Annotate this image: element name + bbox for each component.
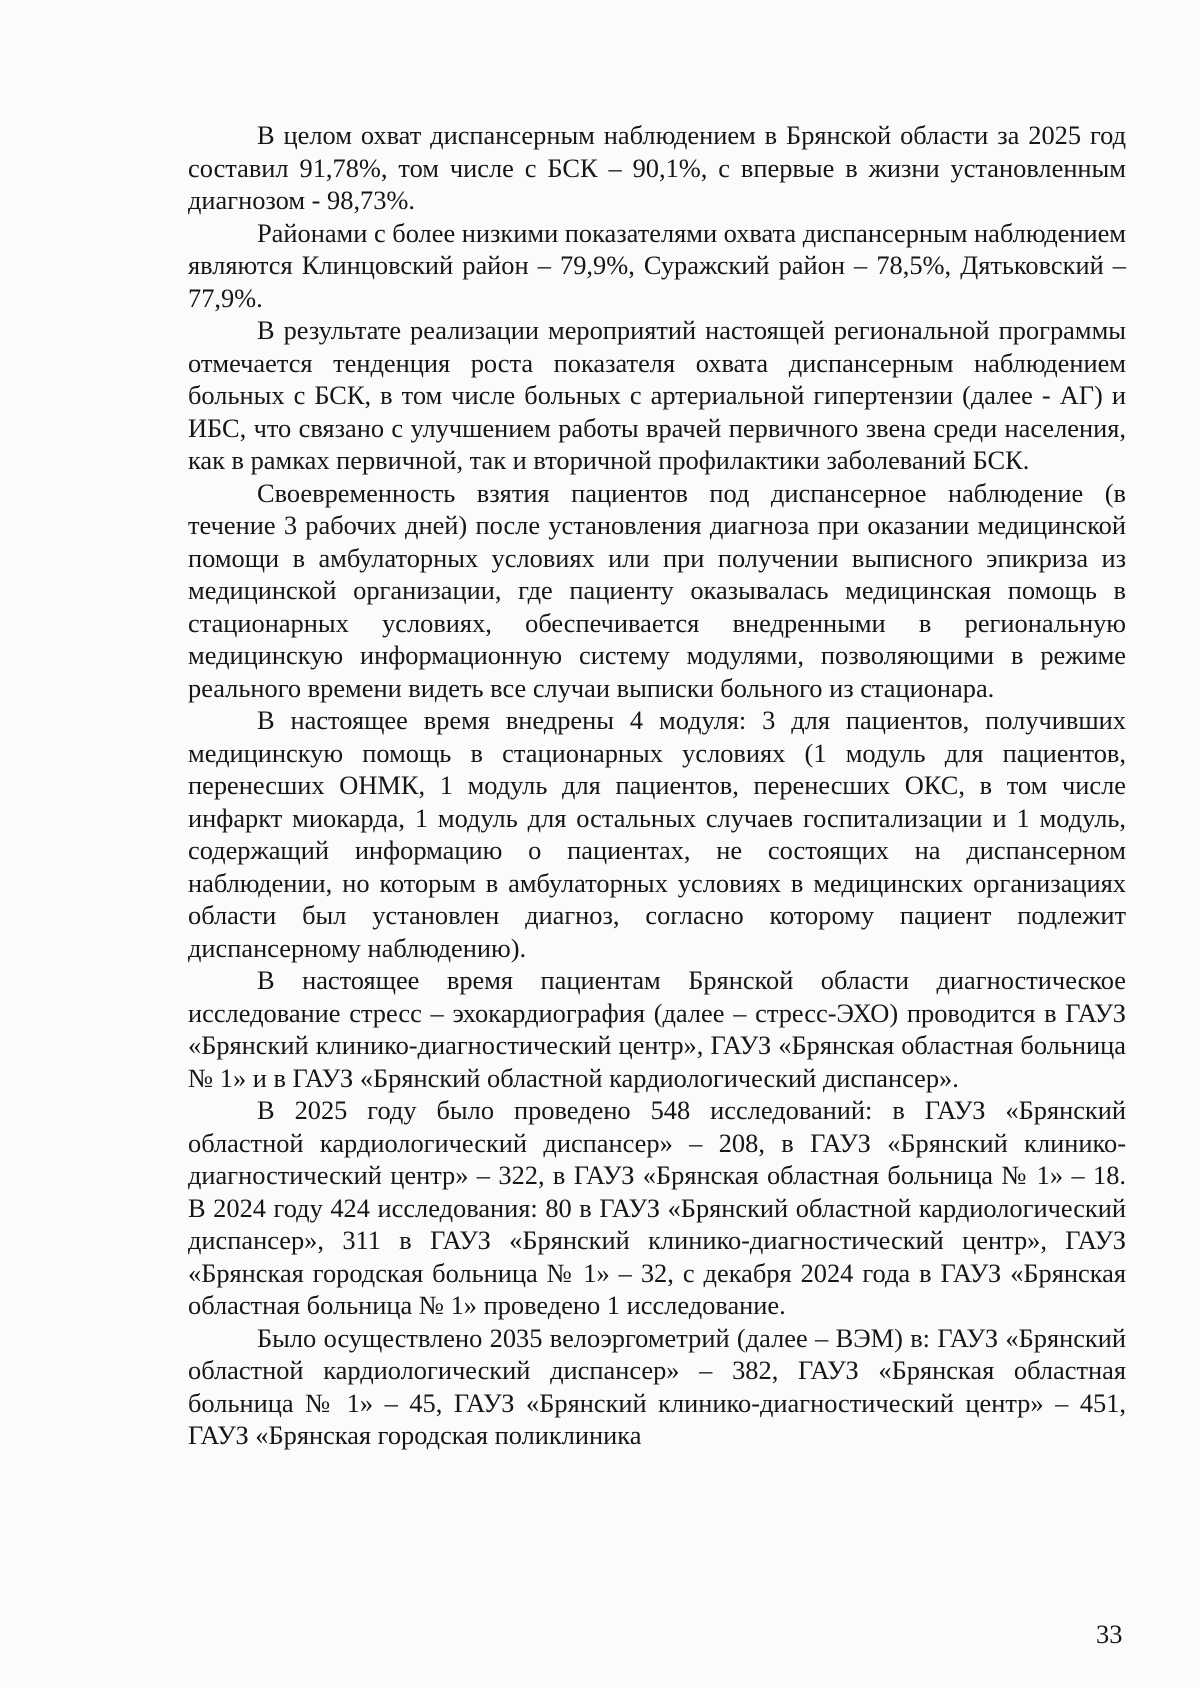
paragraph-research-counts: В 2025 году было проведено 548 исследований: в ГАУЗ «Брянский областной кардиологический диспансер» – 208, в ГАУЗ «Брянский клинико-диагностический центр» – 322, в ГАУЗ «Брянская областная больница № 1» – 18. В 2024 году 424 исследования: 80 в ГАУЗ «Брянский областной кардиологический диспансер», 311 в ГАУЗ «Брянский клинико-диагностический центр», ГАУЗ «Брянская городская больница № 1» – 32, с декабря 2024 года в ГАУЗ «Брянская областная больница № 1» проведено 1 исследование.	[188, 1095, 1126, 1320]
paragraph-low-coverage-districts: Районами с более низкими показателями охвата диспансерным наблюдением являются Клинцовский район – 79,9%, Суражский район – 78,5%, Дятьковский – 77,9%.	[188, 217, 1126, 313]
page-number: 33	[1096, 1619, 1123, 1649]
document-body	[188, 119, 1126, 1452]
paragraph-timely-registration: Своевременность взятия пациентов под диспансерное наблюдение (в течение 3 рабочих дней) после установления диагноза при оказании медицинской помощи в амбулаторных условиях или при получении выписного эпикриза из медицинской организации, где пациенту оказывалась медицинская помощь в стационарных условиях, обеспечивается внедренными в региональную медицинскую информационную систему модулями, позволяющими в режиме реального времени видеть все случаи выписки больного из стационара.	[188, 477, 1126, 703]
paragraph-stress-echo: В настоящее время пациентам Брянской области диагностическое исследование стресс – эхокардиография (далее – стресс-ЭХО) проводится в ГАУЗ «Брянский клинико-диагностический центр», ГАУЗ «Брянская областная больница № 1» и в ГАУЗ «Брянский областной кардиологический диспансер».	[188, 965, 1126, 1093]
paragraph-veloergometry: Было осуществлено 2035 велоэргометрий (далее – ВЭМ) в: ГАУЗ «Брянский областной кардиологический диспансер» – 382, ГАУЗ «Брянская областная больница № 1» – 45, ГАУЗ «Брянский клинико-диагностический центр» – 451, ГАУЗ «Брянская городская поликлиника	[188, 1322, 1126, 1450]
paragraph-program-results: В результате реализации мероприятий настоящей региональной программы отмечается тенденция роста показателя охвата диспансерным наблюдением больных с БСК, в том числе больных с артериальной гипертензии (далее - АГ) и ИБС, что связано с улучшением работы врачей первичного звена среди населения, как в рамках первичной, так и вторичной профилактики заболеваний БСК.	[188, 315, 1126, 475]
paragraph-modules: В настоящее время внедрены 4 модуля: 3 для пациентов, получивших медицинскую помощь в стационарных условиях (1 модуль для пациентов, перенесших ОНМК, 1 модуль для пациентов, перенесших ОКС, в том числе инфаркт миокарда, 1 модуль для остальных случаев госпитализации и 1 модуль, содержащий информацию о пациентах, не состоящих на диспансерном наблюдении, но которым в амбулаторных условиях в медицинских организациях области был установлен диагноз, согласно которому пациент подлежит диспансерному наблюдению).	[188, 705, 1126, 963]
paragraph-coverage-total: В целом охват диспансерным наблюдением в Брянской области за 2025 год составил 91,78%, том числе с БСК – 90,1%, с впервые в жизни установленным диагнозом - 98,73%.	[188, 120, 1126, 215]
